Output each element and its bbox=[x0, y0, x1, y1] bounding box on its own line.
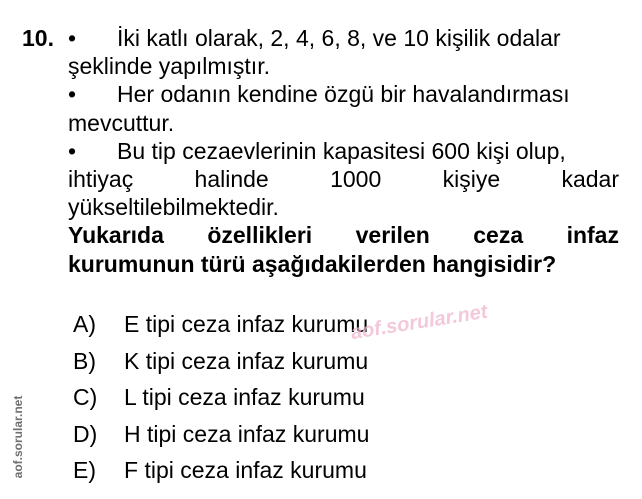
word: özellikleri bbox=[207, 222, 313, 249]
watermark-center: aof.sorular.net bbox=[349, 300, 489, 345]
option-d[interactable] bbox=[73, 416, 403, 453]
option-e[interactable] bbox=[73, 452, 403, 489]
word: infaz bbox=[566, 222, 619, 249]
word: kadar bbox=[561, 165, 619, 192]
option-letter: D) bbox=[73, 420, 98, 447]
word: Yukarıda bbox=[68, 222, 164, 249]
question-prompt bbox=[68, 221, 619, 277]
question-stem bbox=[68, 24, 619, 278]
option-letter: C) bbox=[73, 384, 98, 410]
word: halinde bbox=[194, 165, 269, 192]
bullet-2-text: Her odanın kendine özgü bir havalandırması bbox=[117, 81, 570, 108]
word: ceza bbox=[473, 222, 524, 249]
bullet-icon: • bbox=[68, 81, 77, 108]
question-number: 10. bbox=[22, 25, 54, 51]
bullet-icon: • bbox=[68, 137, 77, 164]
bullet-1-text: İki katlı olarak, 2, 4, 6, 8, ve 10 kişilik odalar bbox=[117, 25, 561, 51]
bullet-2-line-2: mevcuttur. bbox=[68, 109, 175, 136]
bullet-3-line-3: yükseltilebilmektedir. bbox=[68, 194, 279, 221]
bullet-1-line-1 bbox=[68, 24, 619, 52]
bullet-3-text: Bu tip cezaevlerinin kapasitesi 600 kişi olup, bbox=[117, 137, 566, 164]
bullet-3-line-1 bbox=[68, 137, 619, 165]
option-b[interactable] bbox=[73, 343, 403, 380]
option-text: H tipi ceza infaz kurumu bbox=[124, 420, 370, 447]
option-letter: E) bbox=[73, 457, 96, 483]
bullet-3-line-2 bbox=[68, 165, 619, 193]
prompt-line-2: kurumunun türü aşağıdakilerden hangisidir? bbox=[68, 250, 557, 277]
word: 1000 bbox=[330, 165, 382, 192]
prompt-line-1 bbox=[68, 221, 619, 249]
word: kişiye bbox=[442, 165, 501, 192]
option-text: F tipi ceza infaz kurumu bbox=[124, 457, 367, 483]
option-text: E tipi ceza infaz kurumu bbox=[124, 311, 369, 337]
bullet-2-line-1 bbox=[68, 80, 619, 108]
option-c[interactable] bbox=[73, 379, 403, 416]
option-text: K tipi ceza infaz kurumu bbox=[124, 347, 369, 374]
bullet-1-line-2: şeklinde yapılmıştır. bbox=[68, 53, 270, 80]
option-letter: A) bbox=[73, 311, 96, 337]
word: verilen bbox=[355, 222, 430, 249]
word: ihtiyaç bbox=[68, 165, 134, 192]
bullet-icon: • bbox=[68, 25, 77, 51]
option-letter: B) bbox=[73, 347, 96, 374]
option-text: L tipi ceza infaz kurumu bbox=[124, 384, 365, 410]
watermark-side: aof.sorular.net bbox=[11, 395, 25, 479]
